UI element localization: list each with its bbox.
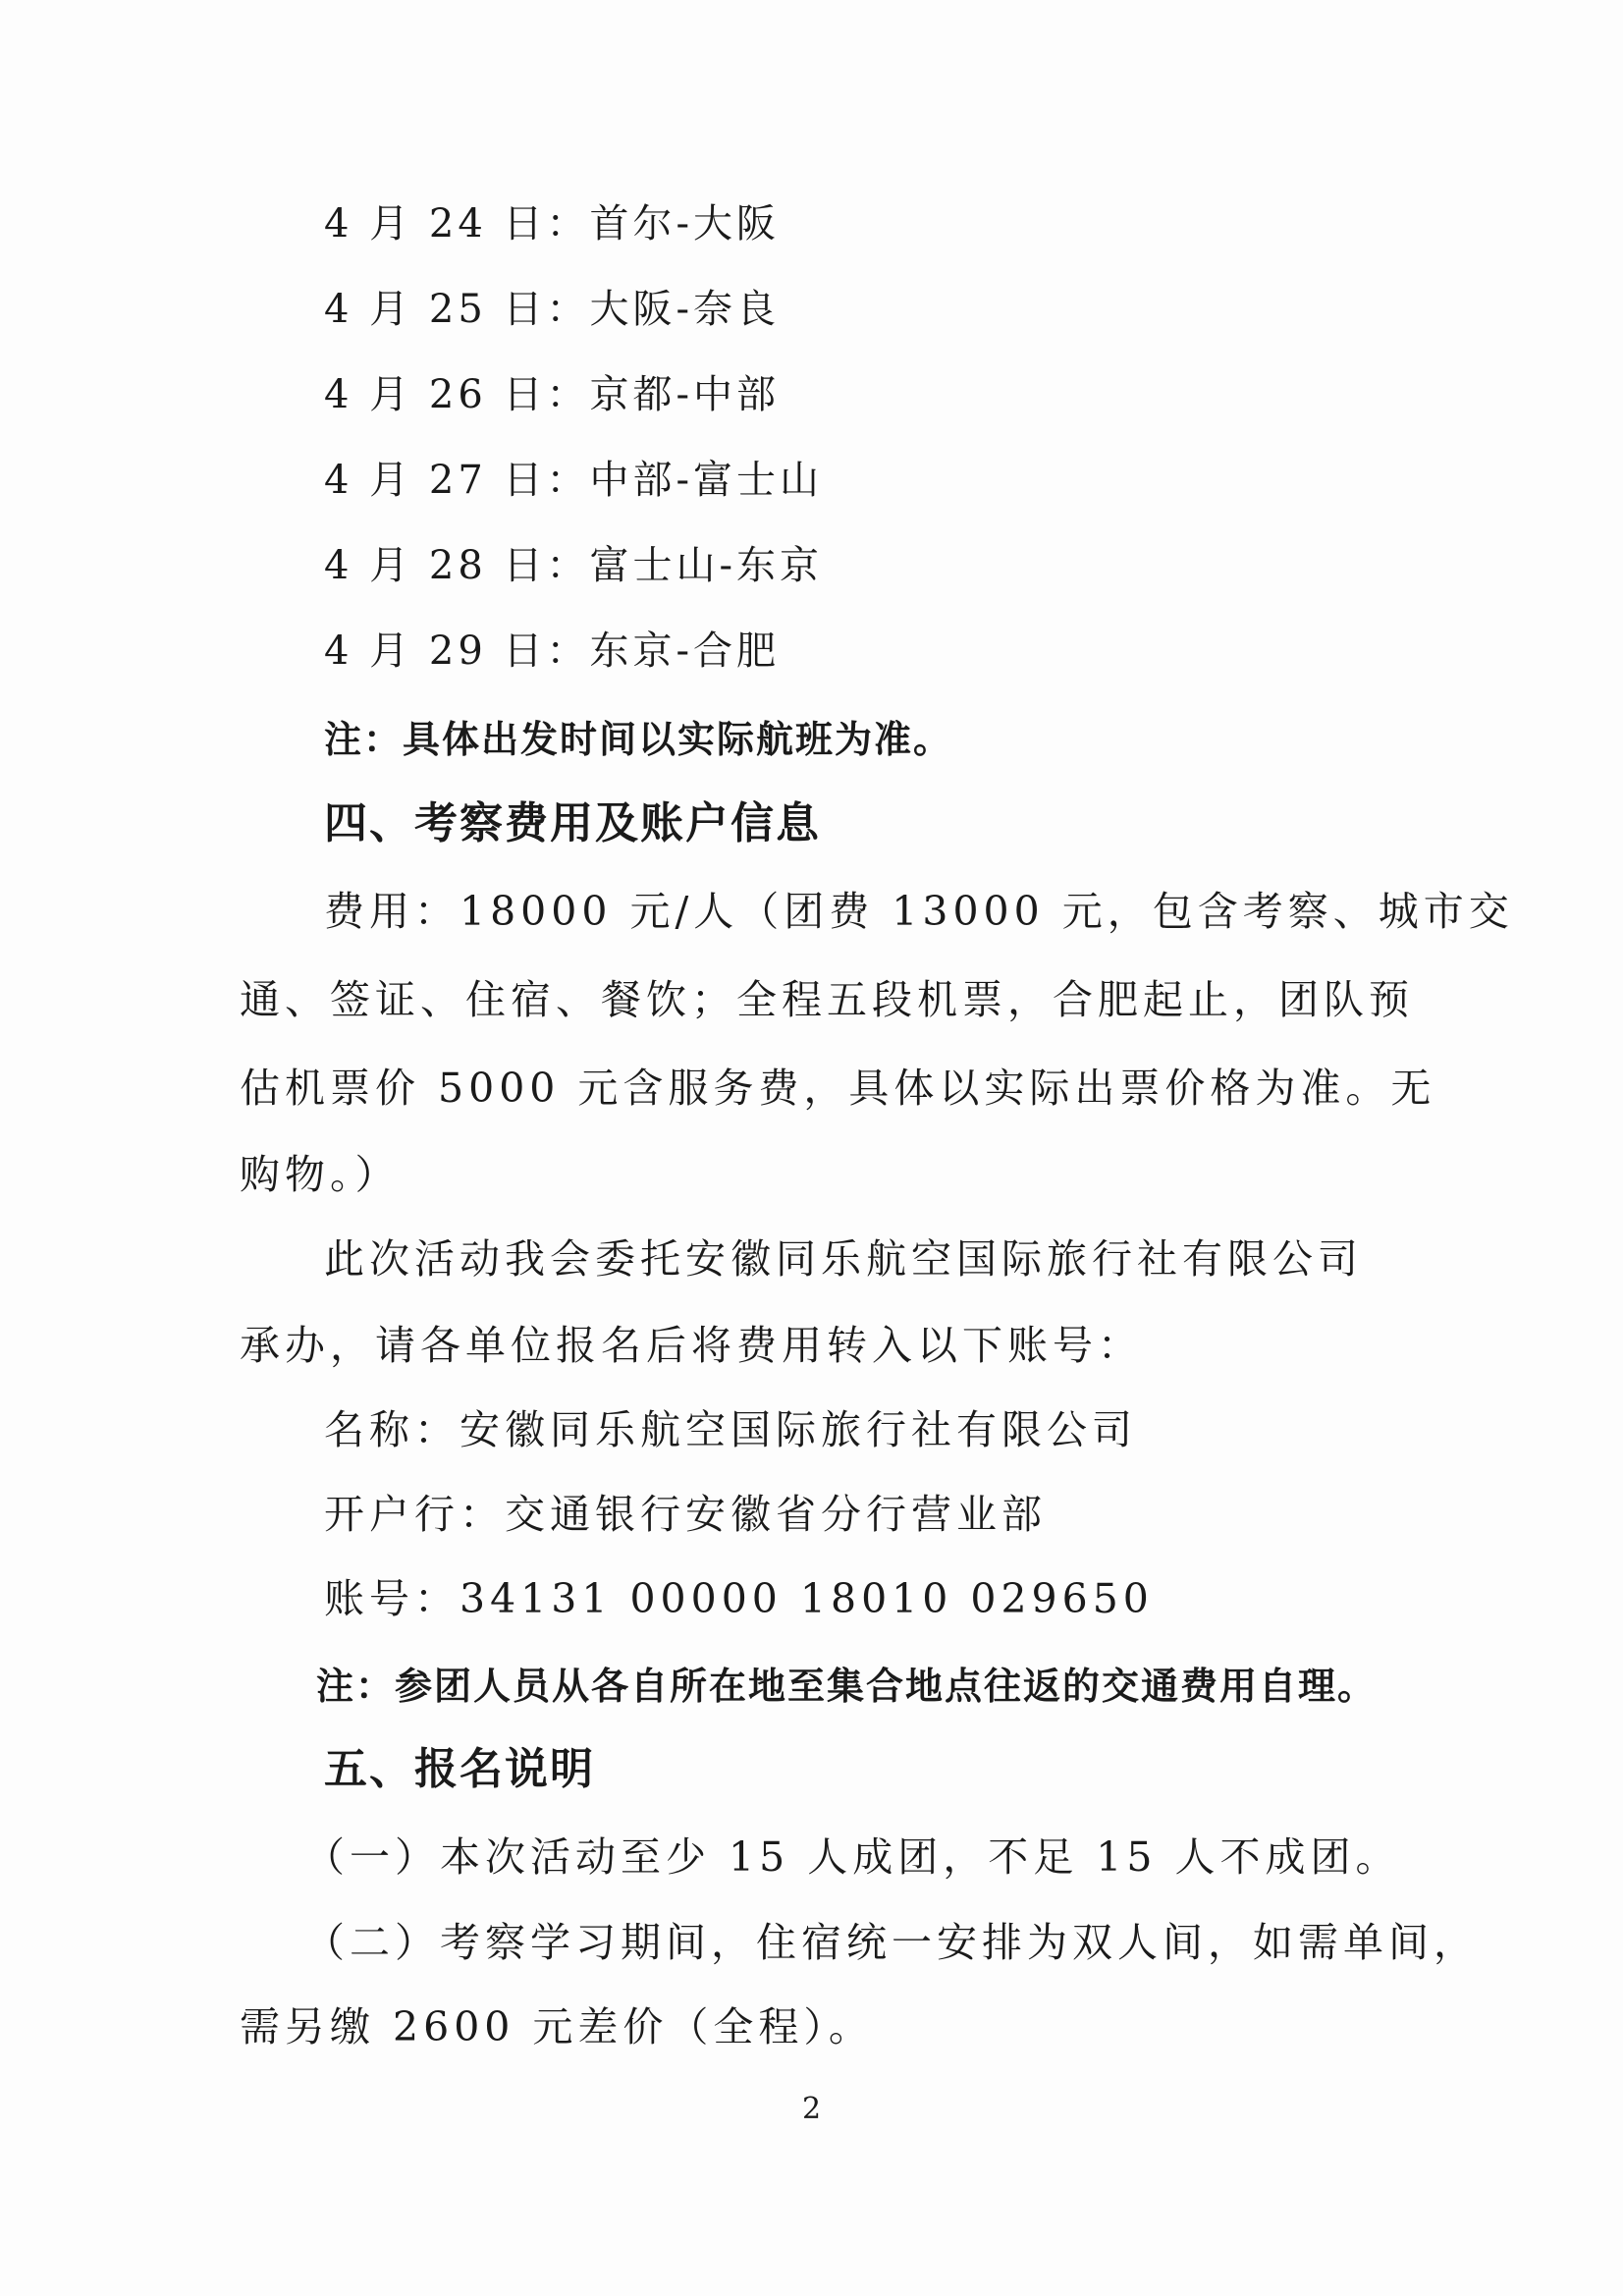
section-4-heading: 四、考察费用及账户信息 <box>324 798 821 848</box>
registration-item-2: （二）考察学习期间，住宿统一安排为双人间，如需单间， <box>304 1919 1479 1966</box>
registration-item-1: （一）本次活动至少 15 人成团，不足 15 人不成团。 <box>304 1833 1401 1881</box>
account-number: 账号：34131 00000 18010 029650 <box>324 1575 1154 1622</box>
registration-item-2: 需另缴 2600 元差价（全程）。 <box>240 2003 874 2050</box>
bank-name: 开户行：交通银行安徽省分行营业部 <box>324 1491 1047 1538</box>
entrust-line: 此次活动我会委托安徽同乐航空国际旅行社有限公司 <box>324 1235 1363 1283</box>
transport-note: 注：参团人员从各自所在地至集合地点往返的交通费用自理。 <box>316 1665 1378 1708</box>
fee-line: 购物。） <box>240 1151 401 1198</box>
schedule-line: 4 月 28 日：富士山-东京 <box>324 543 824 588</box>
entrust-line: 承办，请各单位报名后将费用转入以下账号： <box>240 1322 1143 1369</box>
section-5-heading: 五、报名说明 <box>324 1744 595 1794</box>
schedule-line: 4 月 25 日：大阪-奈良 <box>324 287 781 332</box>
schedule-line: 4 月 29 日：东京-合肥 <box>324 629 781 674</box>
fee-line: 通、签证、住宿、餐饮；全程五段机票，合肥起止，团队预 <box>240 976 1414 1023</box>
fee-line: 估机票价 5000 元含服务费，具体以实际出票价格为准。无 <box>240 1065 1436 1112</box>
schedule-line: 4 月 24 日：首尔-大阪 <box>324 201 781 246</box>
schedule-line: 4 月 27 日：中部-富士山 <box>324 458 824 503</box>
schedule-line: 4 月 26 日：京都-中部 <box>324 372 781 417</box>
fee-line: 费用：18000 元/人（团费 13000 元，包含考察、城市交 <box>324 888 1514 935</box>
account-name: 名称：安徽同乐航空国际旅行社有限公司 <box>324 1406 1137 1453</box>
page-number: 2 <box>801 2092 822 2126</box>
schedule-note: 注：具体出发时间以实际航班为准。 <box>324 718 953 761</box>
